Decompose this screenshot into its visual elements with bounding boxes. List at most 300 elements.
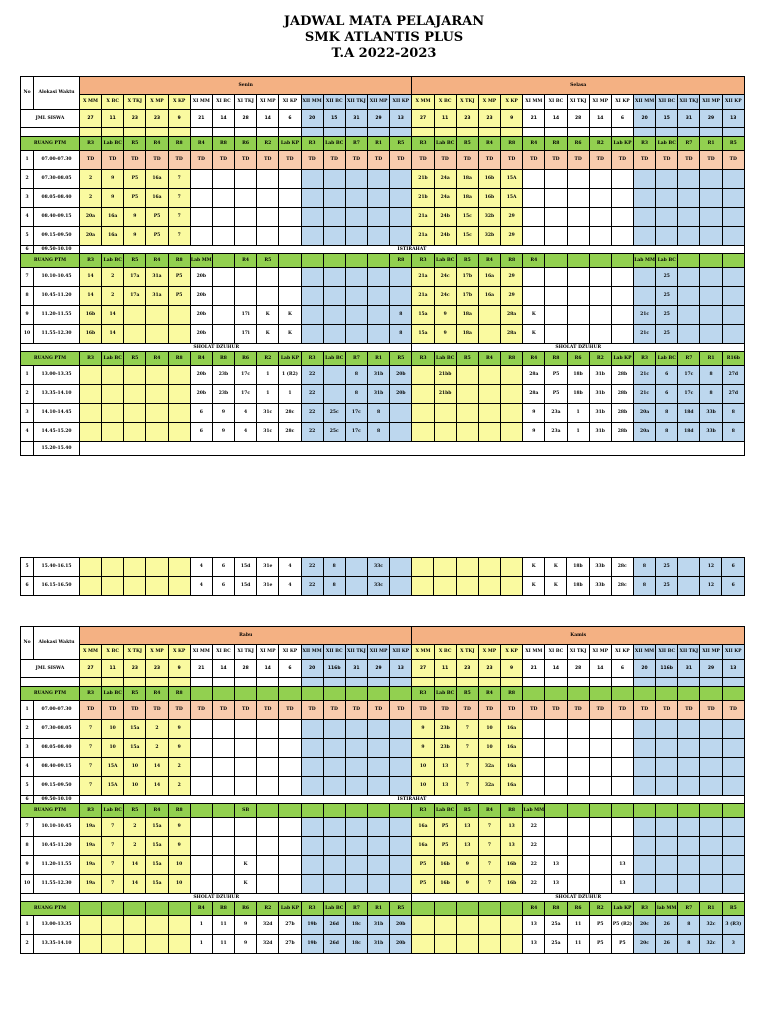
class-header: XI BC xyxy=(212,95,234,110)
table-row xyxy=(21,423,745,442)
room-cell xyxy=(323,804,345,818)
schedule-cell: 17i xyxy=(235,325,257,344)
schedule-cell: 9 xyxy=(168,837,190,856)
no-header: No xyxy=(21,627,34,660)
room-cell: R3 xyxy=(412,352,434,366)
room-cell: Lab KP xyxy=(279,902,301,916)
schedule-cell: 29 xyxy=(501,268,523,287)
schedule-cell xyxy=(168,385,190,404)
schedule-cell: 9 xyxy=(212,404,234,423)
schedule-cell xyxy=(146,325,168,344)
room-cell xyxy=(345,804,367,818)
schedule-cell xyxy=(678,208,700,227)
schedule-cell xyxy=(545,818,567,837)
schedule-cell xyxy=(323,739,345,758)
schedule-cell: 32c xyxy=(700,935,722,954)
room-cell: R2 xyxy=(257,352,279,366)
schedule-cell xyxy=(633,837,655,856)
schedule-cell xyxy=(301,208,323,227)
student-count: 29 xyxy=(367,660,389,678)
schedule-cell: 10 xyxy=(412,777,434,796)
schedule-cell: 7 xyxy=(478,856,500,875)
room-cell: R5 xyxy=(124,804,146,818)
row-number: 2 xyxy=(21,170,34,189)
schedule-cell: 20b xyxy=(390,916,412,935)
time-slot: 11.55-12.30 xyxy=(34,325,80,344)
schedule-cell xyxy=(301,287,323,306)
schedule-cell: 16b xyxy=(79,325,101,344)
table-row xyxy=(21,935,745,954)
schedule-cell: 9 xyxy=(456,856,478,875)
student-count: 11 xyxy=(434,660,456,678)
schedule-cell xyxy=(678,856,700,875)
schedule-cell: 22 xyxy=(523,818,545,837)
schedule-cell: 3 xyxy=(722,935,744,954)
schedule-cell: 31c xyxy=(257,423,279,442)
spacer-cell xyxy=(301,128,323,137)
room-cell xyxy=(279,804,301,818)
schedule-cell: 9 xyxy=(434,306,456,325)
spacer-cell xyxy=(124,128,146,137)
schedule-cell xyxy=(79,423,101,442)
room-cell: R8 xyxy=(501,352,523,366)
schedule-cell xyxy=(478,916,500,935)
schedule-cell xyxy=(656,837,678,856)
schedule-cell xyxy=(323,227,345,246)
schedule-cell xyxy=(124,935,146,954)
schedule-cell: TD xyxy=(323,151,345,170)
schedule-cell xyxy=(168,423,190,442)
schedule-cell: 16b xyxy=(478,189,500,208)
schedule-cell: 13 xyxy=(545,875,567,894)
schedule-cell: K xyxy=(279,325,301,344)
room-cell xyxy=(345,687,367,701)
schedule-cell: 2 xyxy=(146,739,168,758)
schedule-cell: 15A xyxy=(102,758,124,777)
room-cell: R4 xyxy=(190,902,212,916)
title-line-1: JADWAL MATA PELAJARAN xyxy=(283,14,485,29)
schedule-cell xyxy=(545,170,567,189)
schedule-cell xyxy=(678,189,700,208)
schedule-cell: 2 xyxy=(102,287,124,306)
schedule-cell: 22 xyxy=(301,404,323,423)
schedule-cell xyxy=(345,558,367,577)
schedule-cell xyxy=(168,916,190,935)
student-count: 14 xyxy=(212,660,234,678)
schedule-cell xyxy=(212,287,234,306)
schedule-cell: 6 xyxy=(190,404,212,423)
student-count: 23 xyxy=(146,660,168,678)
schedule-cell: 7 xyxy=(478,875,500,894)
schedule-cell xyxy=(700,227,722,246)
time-slot: 13.35-14.10 xyxy=(34,935,80,954)
time-slot: 15.20-15.40 xyxy=(34,442,80,456)
schedule-cell: 7 xyxy=(79,739,101,758)
schedule-cell: 1 xyxy=(567,404,589,423)
schedule-cell: 17c xyxy=(678,385,700,404)
schedule-cell xyxy=(235,837,257,856)
schedule-cell: 18b xyxy=(567,558,589,577)
room-cell: Lab MM xyxy=(190,254,212,268)
student-count: 23 xyxy=(456,110,478,128)
schedule-cell: P5 xyxy=(611,935,633,954)
schedule-cell xyxy=(700,325,722,344)
schedule-cell: 9 xyxy=(102,189,124,208)
schedule-cell: 8 xyxy=(367,404,389,423)
spacer-cell xyxy=(235,128,257,137)
schedule-cell: 25 xyxy=(656,306,678,325)
schedule-cell xyxy=(678,739,700,758)
schedule-cell xyxy=(367,720,389,739)
schedule-cell: 17a xyxy=(124,287,146,306)
room-cell: R8 xyxy=(212,352,234,366)
schedule-cell: 21b xyxy=(412,170,434,189)
schedule-cell xyxy=(257,856,279,875)
schedule-cell xyxy=(456,935,478,954)
schedule-cell: 2 xyxy=(168,777,190,796)
schedule-cell xyxy=(478,366,500,385)
schedule-cell: 16a xyxy=(146,189,168,208)
schedule-cell xyxy=(390,189,412,208)
sholat-row xyxy=(21,894,745,902)
room-cell: R3 xyxy=(79,254,101,268)
schedule-cell: 8 xyxy=(323,558,345,577)
schedule-cell xyxy=(589,227,611,246)
room-cell xyxy=(79,902,101,916)
time-slot: 09.15-09.50 xyxy=(34,777,80,796)
room-cell: R5 xyxy=(124,687,146,701)
schedule-cell xyxy=(523,268,545,287)
schedule-cell xyxy=(323,758,345,777)
schedule-cell xyxy=(345,720,367,739)
room-cell: R7 xyxy=(678,137,700,151)
schedule-cell xyxy=(190,720,212,739)
schedule-cell: 22 xyxy=(523,875,545,894)
class-header: XII MM xyxy=(633,645,655,660)
schedule-cell xyxy=(545,227,567,246)
student-count: 20 xyxy=(301,110,323,128)
schedule-cell: TD xyxy=(501,701,523,720)
schedule-cell xyxy=(656,856,678,875)
schedule-cell: TD xyxy=(345,701,367,720)
schedule-cell xyxy=(345,577,367,596)
schedule-cell: 20b xyxy=(190,385,212,404)
room-cell: R8 xyxy=(168,137,190,151)
schedule-cell xyxy=(301,306,323,325)
room-cell xyxy=(390,804,412,818)
schedule-cell xyxy=(323,818,345,837)
student-count: 23 xyxy=(124,660,146,678)
schedule-cell: 22 xyxy=(301,558,323,577)
schedule-cell: P5 xyxy=(434,837,456,856)
student-count: 13 xyxy=(390,110,412,128)
schedule-cell xyxy=(212,856,234,875)
schedule-cell xyxy=(567,306,589,325)
schedule-cell: 20c xyxy=(633,916,655,935)
schedule-cell xyxy=(367,856,389,875)
class-header: X BC xyxy=(434,95,456,110)
row-number: 3 xyxy=(21,189,34,208)
row-number: 10 xyxy=(21,875,34,894)
schedule-cell: TD xyxy=(700,701,722,720)
sholat-text-left: SHOLAT DZUHUR xyxy=(21,344,412,352)
schedule-cell xyxy=(257,268,279,287)
room-cell: Lab BC xyxy=(434,137,456,151)
room-cell: Lab BC xyxy=(656,137,678,151)
schedule-cell xyxy=(323,170,345,189)
schedule-cell: 31a xyxy=(146,287,168,306)
schedule-cell xyxy=(323,837,345,856)
schedule-cell xyxy=(257,758,279,777)
schedule-cell: 7 xyxy=(102,837,124,856)
schedule-cell xyxy=(212,325,234,344)
schedule-cell xyxy=(567,325,589,344)
schedule-cell xyxy=(656,875,678,894)
schedule-cell: 7 xyxy=(168,227,190,246)
schedule-cell: TD xyxy=(124,151,146,170)
schedule-cell xyxy=(124,306,146,325)
schedule-cell: 23b xyxy=(434,739,456,758)
schedule-cell xyxy=(412,423,434,442)
schedule-table-2 xyxy=(20,626,745,954)
schedule-cell xyxy=(79,916,101,935)
schedule-cell xyxy=(523,758,545,777)
room-cell: R5 xyxy=(257,254,279,268)
schedule-cell: 28c xyxy=(611,577,633,596)
table-row xyxy=(21,442,745,456)
count-row xyxy=(21,110,745,128)
schedule-cell: 10 xyxy=(168,856,190,875)
schedule-cell xyxy=(434,423,456,442)
schedule-cell xyxy=(589,268,611,287)
schedule-cell xyxy=(501,366,523,385)
class-header: XII BC xyxy=(656,645,678,660)
schedule-cell xyxy=(102,935,124,954)
schedule-cell: 7 xyxy=(79,777,101,796)
class-header: XII BC xyxy=(323,95,345,110)
room-cell: Lab BC xyxy=(323,352,345,366)
room-cell: R8 xyxy=(168,352,190,366)
schedule-cell xyxy=(634,189,656,208)
schedule-cell xyxy=(235,818,257,837)
row-number: 3 xyxy=(21,739,34,758)
class-header: XII MM xyxy=(301,95,323,110)
schedule-cell: 8 xyxy=(633,577,655,596)
schedule-cell: 10 xyxy=(124,777,146,796)
schedule-cell xyxy=(567,777,589,796)
room-cell xyxy=(235,687,257,701)
schedule-cell xyxy=(478,558,500,577)
room-cell xyxy=(212,804,234,818)
schedule-cell: 17c xyxy=(345,423,367,442)
schedule-cell: 22 xyxy=(523,837,545,856)
student-count: 21 xyxy=(523,660,545,678)
schedule-cell xyxy=(700,739,722,758)
schedule-cell: TD xyxy=(257,151,279,170)
room-cell: R5 xyxy=(456,137,478,151)
schedule-cell: 31a xyxy=(146,268,168,287)
student-count: 14 xyxy=(589,110,611,128)
schedule-cell xyxy=(301,777,323,796)
schedule-cell: 32d xyxy=(257,916,279,935)
schedule-cell: 15a xyxy=(146,837,168,856)
student-count: 29 xyxy=(367,110,389,128)
schedule-cell xyxy=(567,189,589,208)
room-cell xyxy=(212,254,234,268)
schedule-cell: 21a xyxy=(412,268,434,287)
day-header-left: Rabu xyxy=(79,627,411,645)
room-cell: Lab KP xyxy=(611,352,633,366)
schedule-cell xyxy=(235,739,257,758)
room-cell xyxy=(722,687,744,701)
table-row xyxy=(21,404,745,423)
schedule-cell xyxy=(279,189,301,208)
schedule-cell: 8 xyxy=(656,404,678,423)
schedule-cell: 2 xyxy=(124,837,146,856)
schedule-cell xyxy=(190,777,212,796)
schedule-cell: P5 xyxy=(168,268,190,287)
spacer-cell xyxy=(567,128,589,137)
time-slot: 09.15-09.50 xyxy=(34,227,80,246)
class-header: XI TKJ xyxy=(567,645,589,660)
schedule-cell: 24c xyxy=(434,268,456,287)
schedule-cell: TD xyxy=(345,151,367,170)
schedule-cell: 32b xyxy=(478,208,500,227)
student-count: 28 xyxy=(567,110,589,128)
schedule-cell xyxy=(611,208,633,227)
schedule-cell: 14 xyxy=(146,758,168,777)
schedule-cell xyxy=(345,208,367,227)
schedule-cell xyxy=(434,404,456,423)
room-cell: R5 xyxy=(456,687,478,701)
schedule-cell: 8 xyxy=(656,423,678,442)
schedule-cell xyxy=(345,306,367,325)
schedule-cell xyxy=(102,577,124,596)
schedule-cell xyxy=(390,875,412,894)
spacer-cell xyxy=(412,678,434,687)
schedule-cell: 24c xyxy=(434,287,456,306)
class-header: XI MM xyxy=(190,645,212,660)
class-header: XII TKJ xyxy=(678,95,700,110)
schedule-cell: 6 xyxy=(722,558,745,577)
student-count: 11 xyxy=(102,660,124,678)
schedule-cell xyxy=(456,423,478,442)
schedule-cell: 6 xyxy=(190,423,212,442)
schedule-cell xyxy=(611,758,633,777)
jml-label: JML SISWA xyxy=(21,110,80,128)
schedule-cell xyxy=(545,758,567,777)
schedule-cell: 31e xyxy=(257,577,279,596)
schedule-cell xyxy=(390,777,412,796)
room-cell: R3 xyxy=(412,687,434,701)
time-slot: 08.05-08.40 xyxy=(34,189,80,208)
schedule-cell: P5 (R2) xyxy=(611,916,633,935)
schedule-cell xyxy=(301,856,323,875)
schedule-cell xyxy=(146,404,168,423)
spacer-cell xyxy=(257,128,279,137)
schedule-cell xyxy=(146,385,168,404)
room-cell: R3 xyxy=(301,137,323,151)
spacer-cell xyxy=(434,678,456,687)
spacer-cell xyxy=(412,128,434,137)
banner-text: ISTIRAHAT xyxy=(79,796,744,804)
student-count: 31 xyxy=(678,660,700,678)
schedule-cell xyxy=(567,837,589,856)
row-number: 5 xyxy=(21,558,34,577)
schedule-cell xyxy=(567,818,589,837)
schedule-cell: TD xyxy=(102,701,124,720)
schedule-cell xyxy=(656,758,678,777)
student-count: 14 xyxy=(212,110,234,128)
schedule-cell xyxy=(456,916,478,935)
student-count: 27 xyxy=(412,660,434,678)
room-cell xyxy=(190,804,212,818)
schedule-cell: 8 xyxy=(700,366,722,385)
schedule-cell: 16b xyxy=(434,856,456,875)
room-cell xyxy=(589,804,611,818)
schedule-cell: 8 xyxy=(722,404,744,423)
schedule-cell: 9 xyxy=(235,935,257,954)
row-number: 6 xyxy=(21,577,34,596)
schedule-cell: 25c xyxy=(323,423,345,442)
spacer-cell xyxy=(523,678,545,687)
room-cell xyxy=(545,804,567,818)
schedule-cell: 33b xyxy=(589,577,611,596)
student-count: 15 xyxy=(656,110,678,128)
time-slot: 15.40-16.15 xyxy=(34,558,80,577)
schedule-cell: 28a xyxy=(501,306,523,325)
class-header: XII MP xyxy=(367,95,389,110)
schedule-cell xyxy=(190,170,212,189)
schedule-cell xyxy=(700,818,722,837)
schedule-cell xyxy=(146,935,168,954)
schedule-cell: 19b xyxy=(301,916,323,935)
schedule-cell: 31b xyxy=(589,366,611,385)
time-slot: 08.05-08.40 xyxy=(34,739,80,758)
schedule-cell xyxy=(301,268,323,287)
schedule-cell xyxy=(190,875,212,894)
schedule-cell xyxy=(212,208,234,227)
schedule-table-1 xyxy=(20,76,745,456)
schedule-cell: 13 xyxy=(434,777,456,796)
student-count: 9 xyxy=(501,660,523,678)
student-count: 13 xyxy=(390,660,412,678)
schedule-cell: TD xyxy=(722,701,744,720)
room-cell: R6 xyxy=(567,137,589,151)
schedule-cell xyxy=(257,720,279,739)
spacer-cell xyxy=(190,128,212,137)
student-count: 6 xyxy=(279,660,301,678)
schedule-cell: TD xyxy=(367,151,389,170)
schedule-cell xyxy=(390,837,412,856)
room-cell: R3 xyxy=(79,804,101,818)
schedule-cell: TD xyxy=(589,701,611,720)
schedule-cell: 10 xyxy=(102,720,124,739)
room-cell: R5 xyxy=(124,352,146,366)
schedule-cell: 27b xyxy=(279,916,301,935)
schedule-cell xyxy=(124,916,146,935)
schedule-cell xyxy=(367,777,389,796)
spacer-cell xyxy=(124,678,146,687)
schedule-cell: 9 xyxy=(235,916,257,935)
schedule-cell: 31c xyxy=(257,404,279,423)
room-cell xyxy=(146,902,168,916)
day-header-left: Senin xyxy=(79,77,412,95)
schedule-cell xyxy=(722,837,744,856)
class-header: XI MP xyxy=(257,645,279,660)
schedule-cell xyxy=(345,758,367,777)
schedule-cell: TD xyxy=(456,701,478,720)
